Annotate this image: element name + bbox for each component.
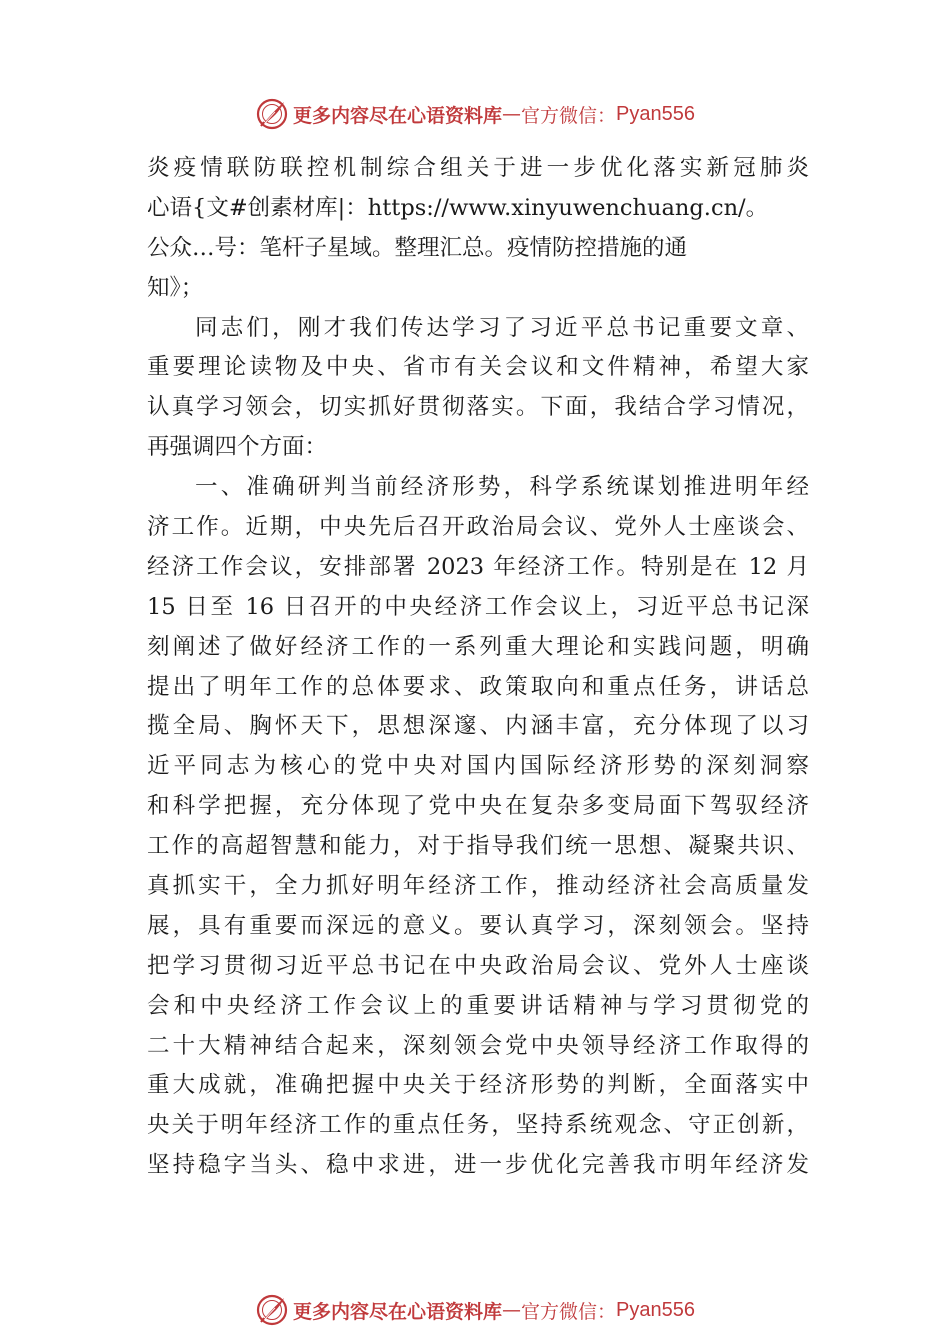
watermark-wechat-id: Pyan556	[616, 102, 695, 125]
text-line: 认真学习领会，切实抓好贯彻落实。下面，我结合学习情况，	[147, 394, 809, 421]
text-line: 再强调四个方面：	[147, 434, 328, 461]
text-line: 15 日至 16 日召开的中央经济工作会议上，习近平总书记深	[147, 593, 809, 620]
header-watermark	[0, 94, 950, 134]
text-line: 展，具有重要而深远的意义。要认真学习，深刻领会。坚持	[147, 912, 809, 939]
watermark-main-text: 更多内容尽在心语资料库	[293, 104, 503, 127]
text-line: 坚持稳字当头、稳中求进，进一步优化完善我市明年经济发	[147, 1152, 809, 1179]
quill-seal-icon	[255, 97, 289, 131]
footer-watermark	[0, 1290, 950, 1330]
document-body	[147, 149, 809, 1186]
text-line: 提出了明年工作的总体要求、政策取向和重点任务，讲话总	[147, 673, 809, 700]
watermark-dash: —	[502, 103, 522, 125]
text-line: 央关于明年经济工作的重点任务，坚持系统观念、守正创新，	[147, 1112, 809, 1139]
text-line: 工作的高超智慧和能力，对于指导我们统一思想、凝聚共识、	[147, 833, 809, 860]
text-line: 济工作。近期，中央先后召开政治局会议、党外人士座谈会、	[147, 514, 809, 541]
text-line: 近平同志为核心的党中央对国内国际经济形势的深刻洞察	[147, 753, 809, 780]
text-line: 和科学把握，充分体现了党中央在复杂多变局面下驾驭经济	[147, 793, 809, 820]
text-line: 二十大精神结合起来，深刻领会党中央领导经济工作取得的	[147, 1032, 809, 1059]
text-line: 重大成就，准确把握中央关于经济形势的判断，全面落实中	[147, 1072, 809, 1099]
text-line: 会和中央经济工作会议上的重要讲话精神与学习贯彻党的	[147, 992, 809, 1019]
watermark-wechat-id: Pyan556	[616, 1298, 695, 1321]
paragraph-start-line: 一、准确研判当前经济形势，科学系统谋划推进明年经	[195, 474, 809, 501]
text-line: 公众…号：笔杆子星域。整理汇总。疫情防控措施的通	[147, 234, 688, 261]
text-line: 重要理论读物及中央、省市有关会议和文件精神，希望大家	[147, 354, 809, 381]
text-line: 揽全局、胸怀天下，思想深邃、内涵丰富，充分体现了以习	[147, 713, 809, 740]
text-line: 真抓实干，全力抓好明年经济工作，推动经济社会高质量发	[147, 873, 809, 900]
text-line: 知》；	[147, 274, 204, 301]
text-line: 经济工作会议，安排部署 2023 年经济工作。特别是在 12 月	[147, 553, 809, 580]
paragraph-start-line: 同志们，刚才我们传达学习了习近平总书记重要文章、	[195, 314, 809, 341]
text-line: 刻阐述了做好经济工作的一系列重大理论和实践问题，明确	[147, 633, 809, 660]
text-line: 把学习贯彻习近平总书记在中央政治局会议、党外人士座谈	[147, 952, 809, 979]
text-line: 炎疫情联防联控机制综合组关于进一步优化落实新冠肺炎	[147, 155, 809, 181]
watermark-official-label: 官方微信：	[521, 1300, 617, 1323]
watermark-main-text: 更多内容尽在心语资料库	[293, 1300, 503, 1323]
watermark-dash: —	[502, 1299, 522, 1321]
watermark-official-label: 官方微信：	[521, 104, 617, 127]
quill-seal-icon	[255, 1293, 289, 1327]
text-line: 心语{文#创素材库|：https://www.xinyuwenchuang.cn/。	[147, 194, 769, 221]
